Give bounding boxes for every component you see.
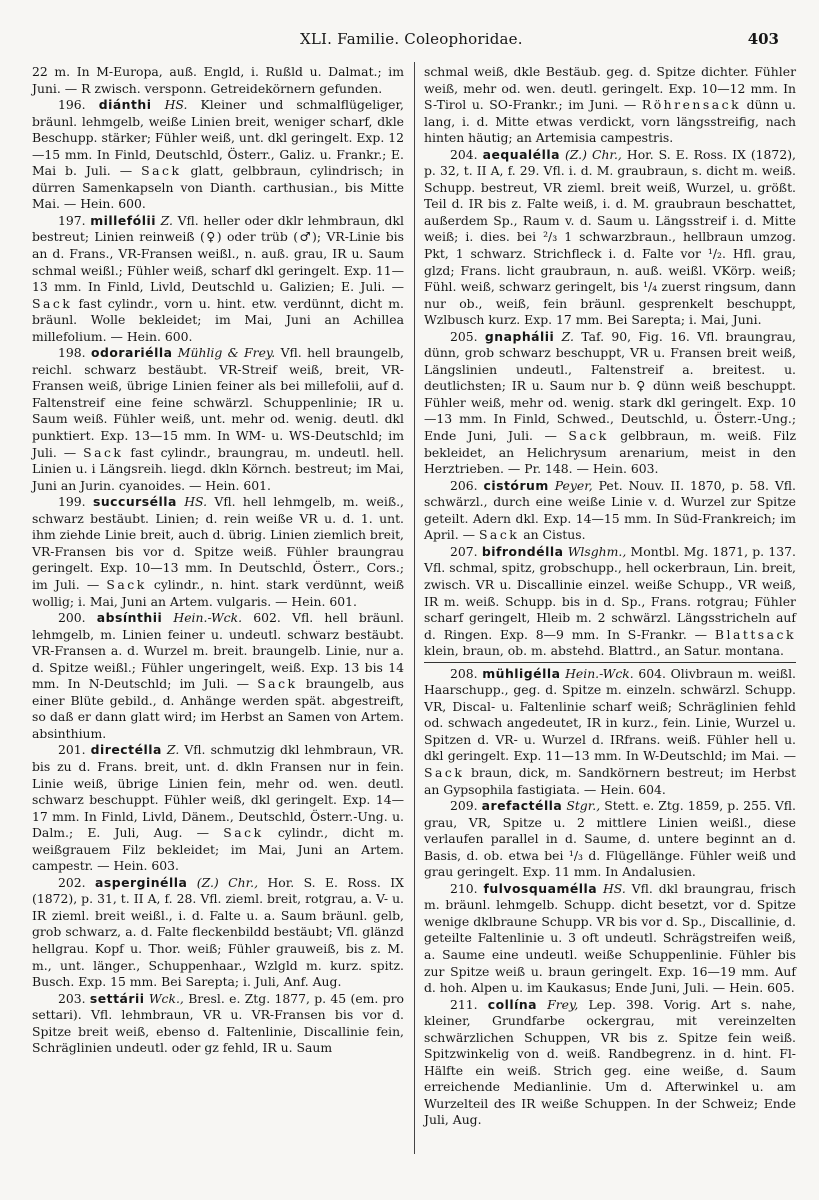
case-term: Sack — [478, 527, 520, 543]
entry-number: 199. — [58, 494, 86, 510]
entry-text: Vfl. heller oder dklr lehmbraun, dkl bestreut; Linien reinweiß (♀) oder trüb (♂); VR-Linie bis an d. Frans., VR-Fransen weißl., n. auß. grau, IR u. Saum schmal weißl.; Fühler weiß, scharf dkl geringelt. Exp. 11—13 mm. In Finld, Livld, Deutschld u. Galizien; E. Juli. — — [32, 212, 404, 295]
species-entry — [424, 798, 796, 881]
species-name: gnaphálii — [484, 328, 555, 344]
species-author: Z. — [160, 212, 173, 228]
species-name: directélla — [90, 742, 162, 758]
entry-text: glatt, gelbbraun, cylindrisch; in dürren Samenkapseln von Dianth. carthusian., bis Mitte Mai. — Hein. 600. — [32, 163, 404, 212]
entry-text: Hor. S. E. Ross. IX (1872), p. 31, t. II A, f. 28. Vfl. zieml. breit, rotgrau, a. V- u. IR zieml. breit weißl., i. d. Falte u. a. Saum bräunl. gelb, grob schwarz, a. d. Falte fleckenbildd bestäubt; Vfl. glänzd hellgrau. Kopf u. Thor. weiß; Fühler grauweiß, bis z. M. m., unt. länger., Schuppenhaar., Wzlgld m. kurz. spitz. Busch. Exp. 15 mm. Bei Sarepta; i. Juli, Anf. Aug. — [32, 874, 404, 990]
species-name: aequaléllа — [482, 146, 560, 162]
entry-text: Vfl. dkl braungrau, frisch m. bräunl. lehmgelb. Schupp. dicht besetzt, vor d. Spitze wenige dklbraune Schupp. VR bis vor d. Sp., Discallinie, d. geteilte Faltenlinie u. 3 oft undeutl. Schrägstreifen weiß, a. Saume eine undeutl. weiße Schuppenlinie. Fühler bis zur Spitze weiß u. braun geringelt. Exp. 16—19 mm. Auf d. hoh. Alpen u. im Kaukasus; Ende Juni, Juli. — Hein. 605. — [424, 880, 796, 996]
entry-text: Kleiner und schmalflügeliger, bräunl. lehmgelb, weiße Linien breit, weniger scharf, dkle Beschupp. stärker; Fühler weiß, unt. dkl geringelt. Exp. 12—15 mm. In Finld, Deutschld, Österr., Galiz. u. Frankr.; E. Mai b. Juli. — — [32, 97, 404, 179]
species-name: asperginélla — [95, 874, 188, 890]
species-entry — [424, 544, 796, 660]
entry-number: 196. — [58, 97, 86, 113]
species-entry — [424, 997, 796, 1129]
species-entry — [424, 329, 796, 478]
case-term: Sack — [223, 825, 264, 841]
entry-text: Lep. 398. Vorig. Art s. nahe, kleiner, Grundfarbe ockergrau, mit vereinzelten schwärzlichen Schuppen, VR bis z. Spitze fein weiß. Spitzwinkelig von d. weiß. Randbegrenz. in d. hint. Fl-Hälfte ein weiß. Strich geg. eine weiße, d. Saum erreichende Medianlinie. Um d. Afterwinkel u. am Wurzelteil des IR weiße Schuppen. In der Schweiz; Ende Juli, Aug. — [424, 996, 796, 1128]
case-term: Sack — [106, 576, 147, 592]
entry-text: Montbl. Mg. 1871, p. 137. Vfl. schmal, spitz, grobschupp., hell ockerbraun, Lin. breit, zwisch. VR u. Discallinie einzel. weiße Schupp., VR weiß, IR m. weiß. Schupp. bis in d. Sp., Frans. rotgrau; Fühler scharf geringelt, Hleib m. 2 schwärzl. Längsstricheln auf d. Ringen. Exp. 8—9 mm. In S-Frankr. — — [424, 543, 796, 642]
case-term: Blattsack — [714, 626, 796, 642]
entry-number: 209. — [450, 798, 478, 814]
entry-number: 204. — [450, 146, 478, 162]
entry-number: 198. — [58, 345, 86, 361]
entry-text: Vfl. schmutzig dkl lehmbraun, VR. bis zu d. Frans. breit, unt. d. dkln Fransen nur in fein. Linie weiß, übrige Linien fein, mehr od. wen. deutl. schwarz beschuppt. Fühler weiß, dkl geringelt. Exp. 14—17 mm. In Finld, Livld, Dänem., Deutschld, Österr.-Ung. u. Dalm.; E. Juli, Aug. — — [32, 742, 404, 841]
species-author: Mühlig & Frey. — [177, 345, 276, 361]
species-name: absínthii — [96, 610, 163, 626]
species-author: HS. — [184, 494, 208, 510]
left-column — [32, 64, 404, 1057]
entry-text: Taf. 90, Fig. 16. Vfl. braungrau, dünn, grob schwarz beschuppt, VR u. Fransen breit weiß, Längslinien undeutl., Faltenstreif a. breitest. u. deutlichsten; IR u. Saum nur b. ♀ dünn weiß beschuppt. Fühler weiß, mehr od. wenig. stark dkl geringelt. Exp. 10—13 mm. In Finld, Schwed., Deutschld, u. Österr.-Ung.; Ende Juni, Juli. — — [424, 328, 796, 444]
species-author: Z. — [561, 328, 574, 344]
species-name: arefactélla — [481, 798, 563, 814]
entry-text: 602. Vfl. hell bräunl. lehmgelb, m. Linien feiner u. undeutl. schwarz bestäubt. VR-Fransen a. d. Wurzel m. breit. braungelb. Linie, nur a. d. Spitze weißl.; Fühler ungeringelt, weiß. Exp. 13 bis 14 mm. In N-Deutschld; im Juli. — — [32, 610, 404, 692]
entry-number: 211. — [450, 996, 478, 1012]
entry-text: Bresl. e. Ztg. 1877, p. 45 (em. pro settari). Vfl. lehmbraun, VR u. VR-Fransen bis vor d. Spitze breit weiß, ebenso d. Faltenlinie, Discallinie fein, Schräglinien undeutl. oder gz fehld, IR u. Saum — [32, 990, 404, 1056]
species-name: millefólii — [90, 212, 156, 228]
page-header — [0, 30, 819, 54]
entry-text: gelbbraun, m. weiß. Filz bekleidet, an Helichrysum arenarium, meist in den Herztrieben. — Pr. 148. — Hein. 603. — [424, 428, 796, 477]
species-name: mühligélla — [482, 665, 561, 681]
species-author: Wck., — [148, 990, 184, 1006]
entry-number: 201. — [58, 742, 86, 758]
species-author: Frey, — [547, 996, 579, 1012]
species-name: collína — [487, 996, 538, 1012]
species-name: cistórum — [483, 477, 549, 493]
species-author: Z. — [166, 742, 180, 758]
entry-number: 197. — [58, 212, 86, 228]
case-term: Sack — [257, 676, 298, 692]
entry-text: cylindr., n. hint. stark verdünnt, weiß wollig; i. Mai, Juni an Artem. vulgaris. — Hein. 601. — [32, 576, 404, 609]
species-entry — [424, 478, 796, 544]
species-name: settárii — [89, 990, 145, 1006]
entry-number: 207. — [450, 543, 478, 559]
entry-text: 604. Olivbraun m. weißl. Haarschupp., geg. d. Spitze m. einzeln. schwärzl. Schupp. VR, Discal- u. Faltenlinie scharf weiß; Schräglinien fehld od. schwach angedeutet, IR in kurz., fein. Linie, Wurzel u. Spitzen d. VR- u. Wurzel d. IRfrans. weiß. Fühler hell u. dkl geringelt. Exp. 11—13 mm. In W-Deutschld; im Mai. — — [424, 665, 796, 764]
case-term: Röhrensack — [641, 97, 742, 113]
entry-text: an Cistus. — [519, 527, 586, 543]
species-author: HS. — [603, 880, 626, 896]
entry-continuation — [424, 64, 796, 147]
species-name: fulvosquamélla — [483, 880, 598, 896]
entry-text: 22 m. In M-Europa, auß. Engld, i. Rußld u. Dalmat.; im Juni. — R zwisch. versponn. Getreidekörnern gefunden. — [32, 64, 404, 96]
species-entry — [32, 494, 404, 610]
entry-number: 210. — [450, 880, 478, 896]
species-entry — [32, 213, 404, 345]
entry-text: Vfl. hell braungelb, reichl. schwarz bestäubt. VR-Streif weiß, breit, VR-Fransen weiß, übrige Linien feiner als bei millefolii, auf d. Faltenstreif eine feine schwärzl. Schuppenlinie; IR u. Saum weiß. Fühler weiß, unt. mehr od. wenig. deutl. dkl punktiert. Exp. 13—15 mm. In WM- u. WS-Deutschld; im Juli. — — [32, 345, 404, 460]
case-term: Sack — [141, 163, 182, 179]
species-author: (Z.) Chr., — [564, 146, 622, 162]
entry-continuation — [32, 64, 404, 97]
species-name: succursélla — [92, 494, 177, 510]
species-name: diánthi — [98, 97, 152, 113]
entry-text: braungelb, aus einer Blüte gebild., d. Anhänge werden spät. abgestreift, so daß er dann glatt wird; im Herbst an Samen von Artem. absinthium. — [32, 676, 404, 741]
species-entry — [32, 875, 404, 991]
entry-text: dünn u. lang, i. d. Mitte etwas verdickt, vorn längsstreifig, nach hinten häutig; an Artemisia campestris. — [424, 97, 797, 146]
entry-rule — [424, 662, 796, 663]
entry-text: Pet. Nouv. II. 1870, p. 58. Vfl. schwärzl., durch eine weiße Linie v. d. Wurzel zur Spitze geteilt. Adern dkl. Exp. 14—15 mm. In Süd-Frankreich; im April. — — [424, 477, 796, 543]
entry-text: Vfl. hell lehmgelb, m. weiß., schwarz bestäubt. Linien; d. rein weiße VR u. d. 1. unt. ihm ziehde Linie breit, auch d. übrig. Linien ziemlich breit, VR-Fransen bis vor d. Spitze weiß. Fühler braungrau geringelt. Exp. 10—13 mm. In Deutschld, Österr., Cors.; im Juli. — — [32, 494, 404, 592]
entry-text: cylindr., dicht m. weißgrauem Filz bekleidet; im Mai, Juni an Artem. campestr. — Hein. 603. — [32, 825, 404, 874]
case-term: Sack — [424, 764, 465, 780]
entry-number: 202. — [58, 874, 86, 890]
column-divider — [414, 62, 415, 1154]
entry-text: klein, braun, ob. m. abstehd. Blattrd., an Satur. montana. — [424, 643, 784, 659]
species-entry — [424, 147, 796, 329]
species-author: Hein.-Wck. — [173, 610, 243, 626]
entry-text: fast cylindr., vorn u. hint. etw. verdünnt, dicht m. bräunl. Wolle bekleidet; im Mai, Juni an Achillea millefolium. — Hein. 600. — [32, 295, 404, 344]
species-author: HS. — [164, 97, 188, 113]
entry-text: Hor. S. E. Ross. IX (1872), p. 32, t. II A, f. 29. Vfl. i. d. M. graubraun, s. dicht m. weiß. Schupp. bestreut, VR zieml. breit weiß, Wurzel, u. größt. Teil d. IR bis z. Falte weiß, i. d. M. graubraun beschattet, außerdem Sp., Raum v. d. Saum u. Längsstreif i. d. Mitte weiß; i. dies. bei ²/₃ 1 schwarzbraun., hellbraun umzog. Pkt, 1 schwarz. Strichfleck i. d. Falte vor ¹/₂. Hfl. grau, glzd; Frans. licht graubraun, n. auß. weißl. VKörp. weiß; Fühl. weiß, schwarz geringelt, bis ¹/₄ zuerst ringsum, dann nur ob., weiß, fein bräunl. gesprenkelt beschuppt, Wzlbusch kurz. Exp. 17 mm. Bei Sarepta; i. Mai, Juni. — [424, 146, 796, 328]
species-author: (Z.) Chr., — [196, 874, 259, 890]
species-author: Wlsghm., — [567, 543, 627, 559]
entry-text: braun, dick, m. Sandkörnern bestreut; im Herbst an Gypsophila fastigiata. — Hein. 604. — [424, 764, 796, 797]
species-entry — [32, 742, 404, 874]
species-entry — [424, 881, 796, 997]
entry-text: schmal weiß, dkle Bestäub. geg. d. Spitze dichter. Fühler weiß, mehr od. wen. deutl. geringelt. Exp. 10—12 mm. In S-Tirol u. SO-Frankr.; im Juni. — — [424, 64, 796, 113]
species-author: Stgr., — [566, 798, 601, 814]
species-entry — [424, 666, 796, 798]
entry-number: 200. — [58, 610, 86, 626]
right-column — [424, 64, 796, 1129]
entry-text: Stett. e. Ztg. 1859, p. 255. Vfl. grau, VR, Spitze u. 2 mittlere Linien weißl., diese verlaufen parallel in d. Saume, d. untere beginnt an d. Basis, d. ob. etwa bei ¹/₃ d. Flügellänge. Fühler weiß und grau geringelt. Exp. 11 mm. In Andalusien. — [424, 798, 796, 880]
entry-number: 205. — [450, 328, 478, 344]
entry-number: 208. — [450, 665, 478, 681]
species-name: bifrondélla — [481, 543, 564, 559]
species-entry — [32, 610, 404, 742]
case-term: Sack — [568, 428, 609, 444]
species-author: Peyer, — [554, 477, 593, 493]
species-name: odorariélla — [90, 345, 173, 361]
entry-number: 203. — [58, 990, 86, 1006]
species-entry — [32, 991, 404, 1057]
entry-number: 206. — [450, 477, 478, 493]
entry-text: fast cylindr., braungrau, m. undeutl. hell. Linien u. i Längsreih. liegd. dkln Körnch. bestreut; im Mai, Juni an Jurin. cyanoides. — Hein. 601. — [32, 444, 404, 493]
species-author: Hein.-Wck. — [565, 665, 634, 681]
running-title: XLI. Familie. Coleophoridae. — [300, 30, 523, 48]
case-term: Sack — [83, 444, 124, 460]
species-entry — [32, 97, 404, 213]
species-entry — [32, 345, 404, 494]
case-term: Sack — [32, 295, 73, 311]
page-number: 403 — [747, 30, 779, 48]
